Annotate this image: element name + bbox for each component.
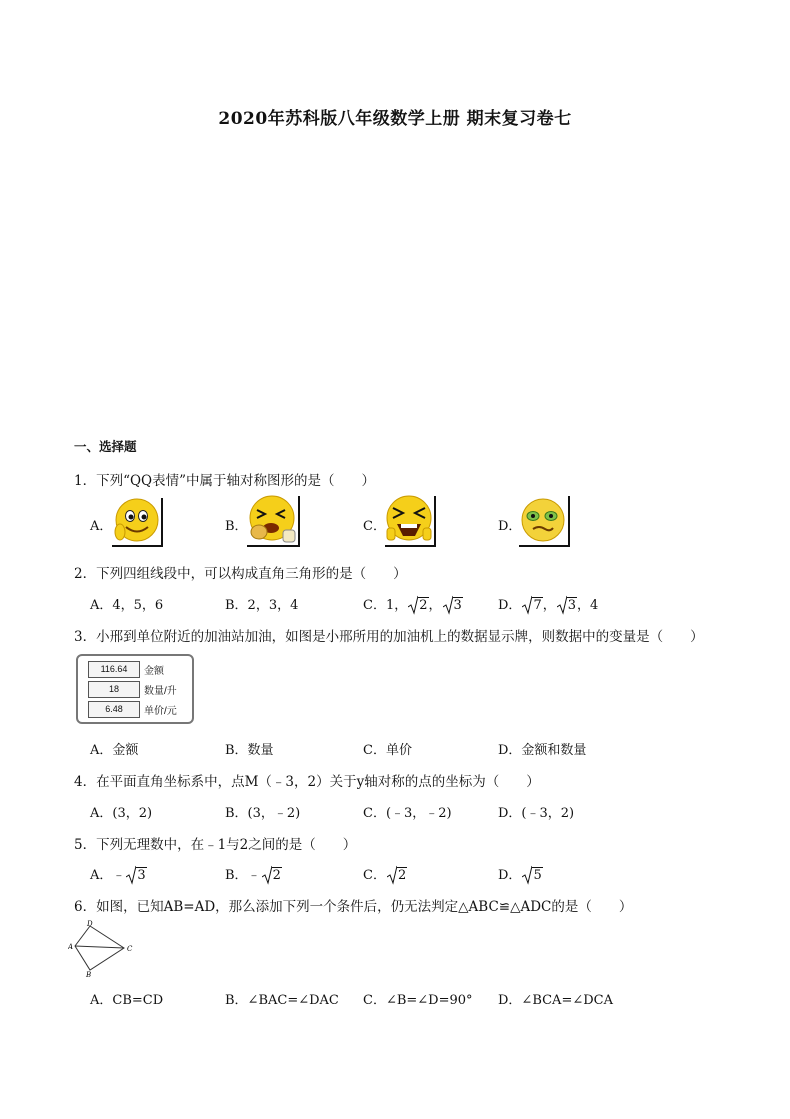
question-6-stem: 6．如图，已知AB=AD，那么添加下列一个条件后，仍无法判定△ABC≌△ADC的是（ ）	[74, 899, 633, 915]
sick-face-icon	[517, 494, 573, 548]
q4-option-d: D．(﹣3，2)	[498, 806, 575, 821]
point-label-b: B	[86, 971, 92, 978]
q6-option-d: D．∠BCA=∠DCA	[498, 993, 613, 1008]
q5-option-a: A．﹣ 3	[90, 868, 146, 883]
q2-option-a: A．4，5，6	[90, 598, 164, 613]
sqrt-symbol: 2	[408, 598, 428, 613]
q6-option-b: B．∠BAC=∠DAC	[225, 993, 339, 1008]
display-label-unit-price: 单价/元	[144, 706, 177, 717]
point-label-c: C	[127, 945, 133, 953]
sqrt-symbol: 5	[522, 868, 542, 883]
q3-option-b: B．数量	[225, 743, 274, 758]
q5-option-d: D． 5	[498, 868, 542, 883]
section-heading: 一、选择题	[74, 439, 137, 454]
q5-option-b: B．﹣ 2	[225, 868, 281, 883]
q3-option-d: D．金额和数量	[498, 743, 587, 758]
point-label-a: A	[68, 943, 74, 951]
q5-option-c: C． 2	[363, 868, 407, 883]
q2-option-d: D． 7， 3，4	[498, 598, 599, 613]
q3-option-c: C．单价	[363, 743, 412, 758]
q1-option-c-label: C．	[363, 519, 386, 534]
sqrt-symbol: 7	[522, 598, 542, 613]
question-5-stem: 5．下列无理数中，在﹣1与2之间的是（ ）	[74, 837, 357, 853]
laughing-face-icon	[383, 494, 439, 548]
question-2-stem: 2．下列四组线段中，可以构成直角三角形的是（ ）	[74, 566, 407, 582]
display-label-quantity: 数量/升	[144, 686, 177, 697]
q1-option-d-label: D．	[498, 519, 522, 534]
q2-option-b: B．2，3，4	[225, 598, 299, 613]
q3-option-a: A．金额	[90, 743, 139, 758]
page-title: 2020年苏科版八年级数学上册 期末复习卷七	[218, 109, 572, 129]
sqrt-symbol: 2	[262, 868, 282, 883]
smiling-face-icon	[110, 496, 166, 548]
q4-option-c: C．(﹣3，﹣2)	[363, 806, 452, 821]
q1-option-b-label: B．	[225, 519, 248, 534]
q6-option-c: C．∠B=∠D=90°	[363, 993, 473, 1008]
quadrilateral-figure	[68, 920, 138, 978]
display-label-amount: 金额	[144, 666, 164, 677]
sqrt-symbol: 2	[387, 868, 407, 883]
fuel-pump-display	[76, 654, 194, 724]
sqrt-symbol: 3	[443, 598, 463, 613]
question-1-stem: 1．下列“QQ表情”中属于轴对称图形的是（ ）	[74, 473, 376, 489]
display-value-quantity: 18	[88, 681, 140, 698]
q6-option-a: A．CB=CD	[90, 993, 164, 1008]
display-value-unit-price: 6.48	[88, 701, 140, 718]
q1-option-a-label: A．	[90, 519, 113, 534]
point-label-d: D	[87, 920, 93, 928]
question-3-stem: 3．小邢到单位附近的加油站加油，如图是小邢所用的加油机上的数据显示牌，则数据中的变量是（ ）	[74, 629, 704, 645]
q2-option-c: C．1， 2， 3	[363, 598, 462, 613]
annoyed-face-icon	[245, 494, 303, 548]
question-4-stem: 4．在平面直角坐标系中，点M（﹣3，2）关于y轴对称的点的坐标为（ ）	[74, 774, 540, 790]
sqrt-symbol: 3	[557, 598, 577, 613]
sqrt-symbol: 3	[126, 868, 146, 883]
display-value-amount: 116.64	[88, 661, 140, 678]
q4-option-b: B．(3，﹣2)	[225, 806, 301, 821]
q4-option-a: A．(3，2)	[90, 806, 153, 821]
